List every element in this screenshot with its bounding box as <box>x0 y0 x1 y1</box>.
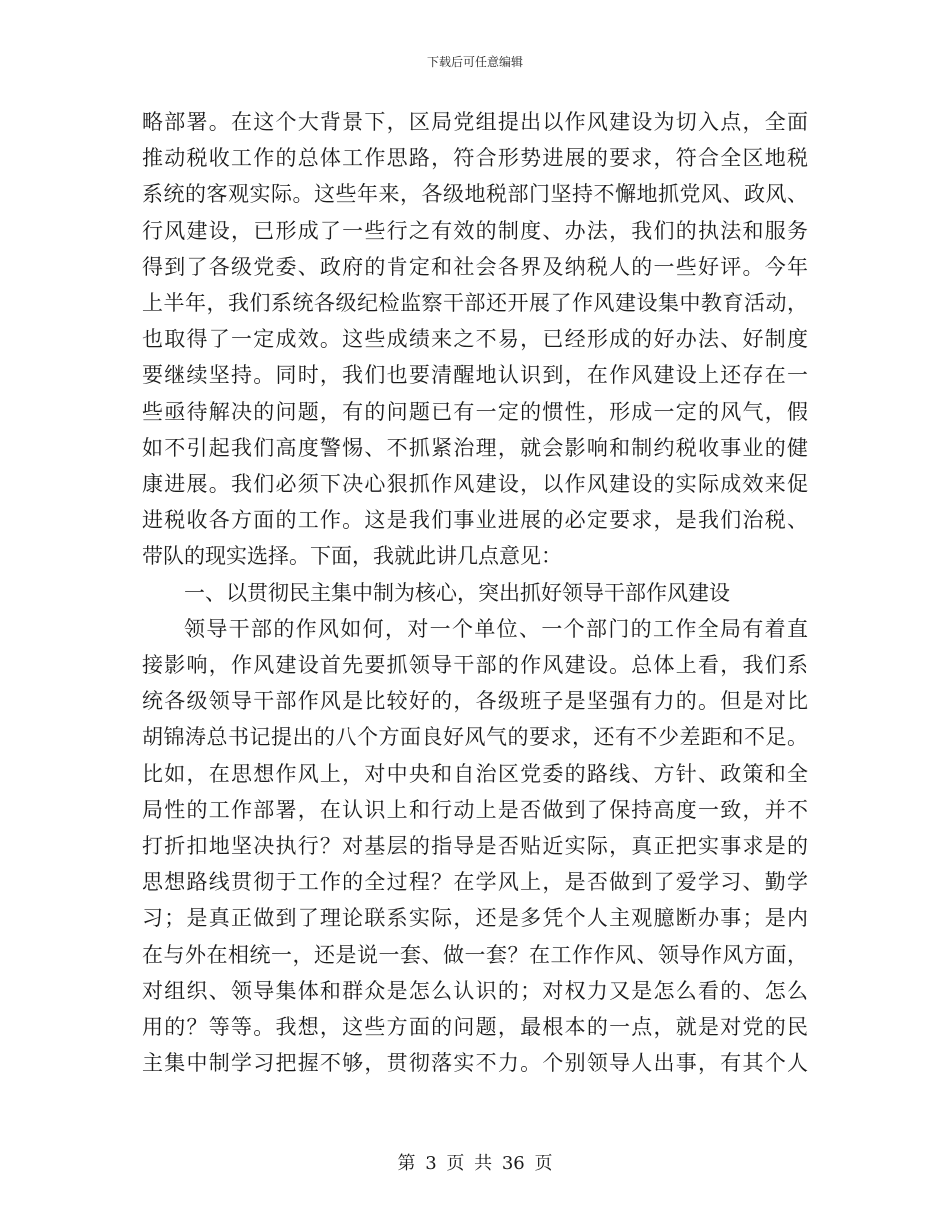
page-footer: 第 3 页 共 36 页 <box>397 1153 553 1174</box>
body-line: 打折扣地坚决执行？对基层的指导是否贴近实际，真正把实事求是的 <box>142 834 808 859</box>
body-line: 推动税收工作的总体工作思路，符合形势进展的要求，符合全区地税 <box>142 146 808 171</box>
body-line: 康进展。我们必须下决心狠抓作风建设，以作风建设的实际成效来促 <box>142 472 808 497</box>
body-text <box>142 104 808 1081</box>
body-line: 些亟待解决的问题，有的问题已有一定的惯性，形成一定的风气，假 <box>142 399 808 424</box>
body-line: 在与外在相统一，还是说一套、做一套？在工作作风、领导作风方面， <box>142 942 808 967</box>
body-line: 主集中制学习把握不够，贯彻落实不力。个别领导人出事，有其个人 <box>142 1051 808 1076</box>
body-line: 对组织、领导集体和群众是怎么认识的；对权力又是怎么看的、怎么 <box>142 978 808 1003</box>
body-line: 也取得了一定成效。这些成绩来之不易，已经形成的好办法、好制度 <box>142 327 808 352</box>
body-line: 上半年，我们系统各级纪检监察干部还开展了作风建设集中教育活动， <box>142 291 808 316</box>
body-line: 习；是真正做到了理论联系实际，还是多凭个人主观臆断办事；是内 <box>142 906 808 931</box>
body-line: 如不引起我们高度警惕、不抓紧治理，就会影响和制约税收事业的健 <box>142 435 808 460</box>
body-line: 统各级领导干部作风是比较好的，各级班子是坚强有力的。但是对比 <box>142 689 808 714</box>
body-line: 得到了各级党委、政府的肯定和社会各界及纳税人的一些好评。今年 <box>142 254 808 279</box>
body-line: 胡锦涛总书记提出的八个方面良好风气的要求，还有不少差距和不足。 <box>142 725 808 750</box>
body-line: 进税收各方面的工作。这是我们事业进展的必定要求，是我们治税、 <box>142 508 808 533</box>
body-line: 思想路线贯彻于工作的全过程？在学风上，是否做到了爱学习、勤学 <box>142 870 808 895</box>
page-header: 下载后可任意编辑 <box>426 55 523 69</box>
body-line: 局性的工作部署，在认识上和行动上是否做到了保持高度一致，并不 <box>142 797 808 822</box>
body-line: 略部署。在这个大背景下，区局党组提出以作风建设为切入点，全面 <box>142 110 808 134</box>
body-line: 带队的现实选择。下面，我就此讲几点意见： <box>142 544 562 569</box>
body-line: 用的？等等。我想，这些方面的问题，最根本的一点，就是对党的民 <box>142 1015 808 1040</box>
body-line: 行风建设，已形成了一些行之有效的制度、办法，我们的执法和服务 <box>142 218 808 243</box>
body-line: 领导干部的作风如何，对一个单位、一个部门的工作全局有着直 <box>184 616 808 641</box>
body-line: 系统的客观实际。这些年来，各级地税部门坚持不懈地抓党风、政风、 <box>142 182 808 207</box>
body-line: 要继续坚持。同时，我们也要清醒地认识到，在作风建设上还存在一 <box>142 363 808 388</box>
body-line: 接影响，作风建设首先要抓领导干部的作风建设。总体上看，我们系 <box>142 653 808 678</box>
section-heading: 一、以贯彻民主集中制为核心，突出抓好领导干部作风建设 <box>184 580 730 605</box>
body-line: 比如，在思想作风上，对中央和自治区党委的路线、方针、政策和全 <box>142 761 808 786</box>
